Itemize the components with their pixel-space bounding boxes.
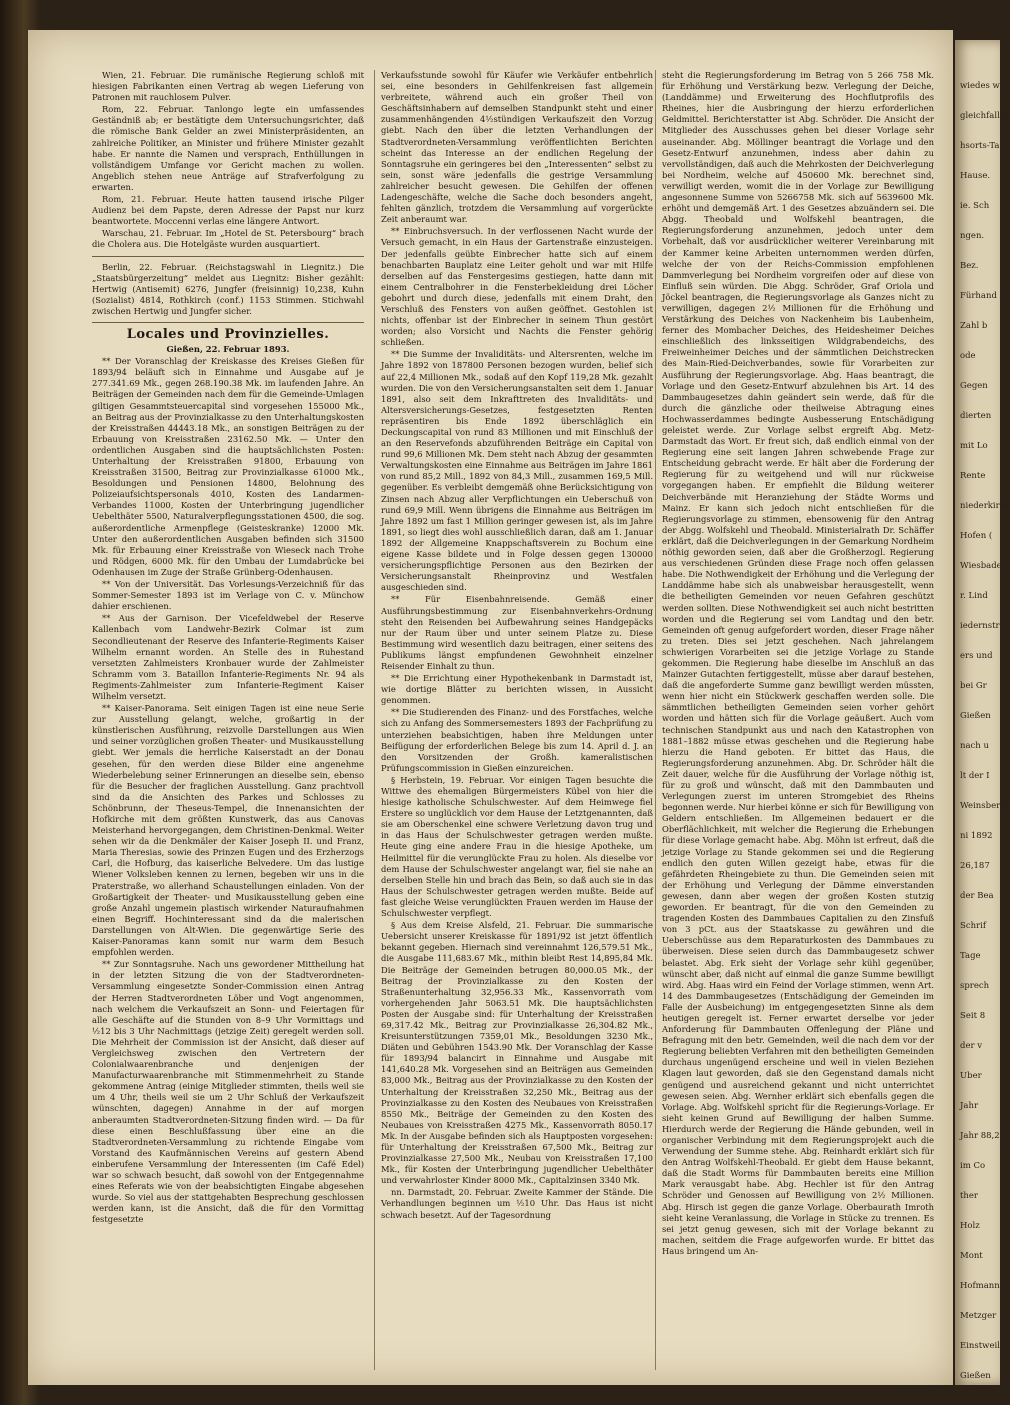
column-1 [92, 70, 364, 1226]
article-herbstein: § Herbstein, 19. Februar. Vor einigen Tagen besuchte die Wittwe des ehemaligen Bürgermeisters Kübel von hier die hiesige katholische Schulschwester. Auf dem Heimwege fiel Erstere so unglücklich vor dem Hause der Letztgenannten, daß sie am Oberschenkel eine schwere Verletzung davon trug und in das Haus der Schulschwester getragen werden mußte. Heute ging eine andere Frau in die hiesige Apotheke, um Heilmittel für die verunglückte Frau zu holen. Als dieselbe vor dem Hause der Schulschwester angelangt war, fiel sie nahe an derselben Stelle hin und brach das Bein, so daß auch sie in das Haus der Schulschwester getragen werden mußte. Beide auf fast gleiche Weise verunglückten Frauen werden im Hause der Schulschwester verpflegt. [381, 774, 653, 919]
adjacent-page-edge [955, 40, 1010, 1385]
divider [92, 256, 364, 257]
article-continuation: Verkaufsstunde sowohl für Käufer wie Verkäufer entbehrlich sei, eine besonders in Gehilfenkreisen fast allgemein verbreitete, während auch ein großer Theil von Geschäftsinhabern auf demselben Standpunkt steht und einer zusammenhängenden 4½stündigen Verkaufszeit den Vorzug giebt. Nach den über die letzten Verhandlungen der Stadtverordneten-Versammlung veröffentlichten Berichten scheint das Interesse an der endlichen Regelung der Sonntagsruhe ein geringeres bei den „Interessenten“ selbst zu sein, sonst wäre jedenfalls die gestrige Versammlung zahlreicher besucht gewesen. Die Gehilfen der offenen Ladengeschäfte, welche die Sache doch besonders angeht, fehlten gänzlich, trotzdem die Versammlung auf vorgerückte Zeit anberaumt war. [381, 70, 653, 225]
adjacent-page-fragment: Holz [960, 1221, 980, 1231]
article-landtag-continuation: steht die Regierungsforderung im Betrag von 5 266 758 Mk. für Erhöhung und Verstärkung bezw. Verlegung der Deiche, (Landdämme) und Erweiterung des Hochflutprofils des Rheines, hier die Ausbringung der hierzu erforderlichen Geldmittel. Berichterstatter ist Abg. Schröder. Die Ansicht der Mitglieder des Ausschusses gehen bei dieser Vorlage sehr auseinander. Abg. Möllinger beantragt die Vorlage und den Gesetz-Entwurf anzunehmen, indess aber dahin zu vervollständigen, daß auch die Mehrkosten der Deichverlegung bei Nordheim, welche auf 450600 Mk. berechnet sind, verwilligt werden, womit die in der Vorlage zur Bewilligung angesonnene Summe von 5266758 Mk. sich auf 5639600 Mk. erhöht und demgemäß Art. 1 des Gesetzes abzuändern sei. Die Abgg. Theobald und Wolfskehl beantragen, die Regierungsforderung anzunehmen, jedoch unter dem Vorbehalt, daß vor ausdrücklicher weiterer Vereinbarung mit der Kammer keine Arbeiten unternommen werden dürfen, welche der von der Reichs-Commission empfohlenen Dammverlegung bei Nordheim vorgreifen oder auf diese von Einfluß sein würden. Die Abgg. Schröder, Graf Oriola und Jöckel beantragen, die Regierungsvorlage als Ganzes nicht zu verwilligen, dagegen 2½ Millionen für die Erhöhung und Verstärkung des Deiches von Nackenheim bis Laubenheim, ferner des Mombacher Deiches, des Heidesheimer Deiches einschließlich des linksseitigen Wildgrabendeichs, des Freiweinheimer Deiches und der sämmtlichen Deichstrecken des Main-Ried-Deichverbandes, sowie für Vorarbeiten zur Ausführung der Regierungsvorlage. Abg. Haas beantragt, die Vorlage und den Gesetz-Entwurf abzulehnen bis Art. 14 des Dammbaugesetzes dahin geändert sein werde, daß für die durch die gänzliche oder theilweise Abtragung eines Hochwasserdammes bedingte Ausbesserung Entschädigung geleistet werde. Zur Vorlage selbst ergreift Abg. Metz-Darmstadt das Wort. Er freut sich, daß endlich einmal von der Regierung eine seit langen Jahren schwebende Frage zur Entscheidung gebracht werde. Er hält aber die Forderung der Regierung für zu weitgehend und will nur rückweise vorgegangen haben. Er empfiehlt die Bildung weiterer Deichverbände mit Heranziehung der Städte Worms und Mainz. Er kann sich jedoch nicht entschließen für die Regierungsvorlage zu stimmen, ebensowenig für den Antrag der Abgg. Wolfskehl und Theobald. Ministerialrath Dr. Schäffer erklärt, daß die Deichverlegungen in der Gemarkung Nordheim nöthig geworden seien, daß aber die Großherzogl. Regierung aus verschiedenen Gründen diese Frage noch offen gelassen habe. Die Nothwendigkeit der Erhöhung und die Verlegung der Landdämme habe sich als unabweisbar herausgestellt, wenn die betheiligten Gemeinden vor neuen Gefahren geschützt werden sollten. Diese Nothwendigkeit sei auch nicht bestritten worden und die Regierung sei vom Landtag und den betr. Gemeinden oft genug aufgefordert worden, dieser Frage näher zu treten. Dies sei jetzt geschehen. Nach jahrelangem schwierigen Vorarbeiten sei die jetzige Vorlage zu Stande gekommen. Die Regierung habe dieselbe im Anschluß an das Mainzer Gutachten fertiggestellt, müsse aber darauf bestehen, daß die angeforderte Summe ganz bewilligt werden müssten, wenn hier nicht ein Stückwerk geschaffen werden solle. Die sämmtlichen betheiligten Gemeinden seien vorher gehört worden und hätten sich für die Vorlage geäußert. Auch vom technischen Standpunkt aus und nach den Katastrophen von 1881–1882 müsse etwas geschehen und die Regierung habe hierzu die Hand geboten. Er bittet das Haus, die Regierungsforderung anzunehmen. Abg. Dr. Schröder hält die Zeit dauer, welche für die Ausführung der Vorlage nöthig ist, für zu groß und wünscht, daß mit den Dammbauten und Verlegungen zuerst im unteren Stromgebiet des Rheins begonnen werde. Nur hierbei könne er sich für Bewilligung von Geldern entschließen. Im Allgemeinen bedauert er die Oberflächlichkeit, mit welcher die Regierung die Erhebungen für diese Vorlage gemacht habe. Abg. Möhn ist erfreut, daß die jetzige Vorlage zu Stande gekommen sei und die Regierung endlich den guten Willen gezeigt habe, etwas für die gefährdeten Rheingebiete zu thun. Die Gemeinden seien mit der Erhöhung und Verlegung der Dämme einverstanden gewesen, dann aber wegen der großen Kosten stutzig geworden. Er beantragt, für die von den Gemeinden zu tragenden Kosten des Dammbaues Capitalien zu den Zinsfuß von 3 pCt. aus der Staatskasse zu gewähren und die Ueberschüsse aus dem Reparaturkosten des Dammbaues zu überweisen. Diese seien durch das Dammbaugesetz schwer belastet. Abg. Erk sieht der Vorlage sehr kühl gegenüber, wünscht aber, daß nicht auf einmal die ganze Summe bewilligt wird. Abg. Haas wird ein Feind der Vorlage stimmen, wenn Art. 14 des Dammbaugesetzes (Entschädigung der Gemeinden im Falle der Ausbeichung) im entgegengesetzten Sinne als dem heutigen geregelt ist. Ferner erwartet derselbe vor jeder Anforderung für Dammbauten Offenlegung der Pläne und Befragung mit den betr. Gemeinden, weil die nach dem vor der Regierung beliebten Verfahren mit den betheiligten Gemeinden durchaus ungenügend erscheine und weil in vielen Beziehen Klagen laut geworden, daß sie den Gegenstand damals nicht genügend und ausreichend gekannt und nicht unterrichtet gewesen seien. Abg. Wernher erklärt sich ebenfalls gegen die Vorlage. Abg. Wolfskehl spricht für die Regierungs-Vorlage. Er sieht keinen Grund auf Bewilligung der halben Summe. Hierdurch werde der Regierung die Hände gebunden, weil in organischer Verbindung mit dem Regierungsprojekt auch die Verwendung der Summe stehe. Abg. Reinhardt erklärt sich für den Antrag Wolfskehl-Theobald. Er giebt dem Hause bekannt, daß die Stadt Worms für Dammbauten bereits eine Million Mark verausgabt habe. Abg. Hechler ist für den Antrag Schröder und Genossen auf Bewilligung von 2½ Millionen. Abg. Hirsch ist gegen die ganze Vorlage. Oberbaurath Imroth sieht keine Veranlassung, die Vorlage in Stücke zu trennen. Es sei jetzt genug gewesen, sich mit der Vorlage bekannt zu machen, seitdem die Frage aufgeworfen wurde. Er bittet das Haus bringend um An- [662, 70, 934, 1256]
adjacent-page-fragment: niederkirch [960, 501, 1010, 511]
column-3 [662, 70, 934, 1258]
section-heading: Locales und Provinzielles. [126, 326, 330, 342]
adjacent-page-fragment: Jahr 88,2 [960, 1131, 1000, 1141]
column-2 [381, 70, 653, 1222]
adjacent-page-fragment: Gießen [960, 1371, 991, 1381]
adjacent-page-fragment: sprech [960, 981, 990, 991]
adjacent-page-fragment: der Bea [960, 891, 994, 901]
adjacent-page-fragment: ers und [960, 651, 993, 661]
article-rom-2: Rom, 21. Februar. Heute hatten tausend irische Pilger Audienz bei dem Papste, deren Adresse der Papst nur kurz beantwortete. Moccenni verlas eine längere Antwort. [92, 194, 364, 227]
article-garnison: ** Aus der Garnison. Der Vicefeldwebel der Reserve Kallenbach vom Landwehr-Bezirk Colmar ist zum Secondlieutenant der Reserve des Infanterie-Regiments Kaiser Wilhelm ernannt worden. An Stelle des in Ruhestand versetzten Zahlmeisters Kronbauer wurde der Zahlmeister Schramm vom 3. Bataillon Infanterie-Regiments Nr. 94 als Regiments-Zahlmeister zum Infanterie-Regiment Kaiser Wilhelm versetzt. [92, 613, 364, 701]
adjacent-page-fragment: wiedes w [960, 81, 1000, 91]
column-separator [655, 70, 656, 1370]
article-hypothekenbank: ** Die Errichtung einer Hypothekenbank in Darmstadt ist, wie dortige Blätter zu berichten wissen, in Aussicht genommen. [381, 673, 653, 706]
article-universitaet: ** Von der Universität. Das Vorlesungs-Verzeichniß für das Sommer-Semester 1893 ist im Verlage von C. v. Münchow dahier erschienen. [92, 579, 364, 612]
adjacent-page-fragment: Hofen ( [960, 531, 993, 541]
dateline: Gießen, 22. Februar 1893. [166, 344, 290, 355]
column-separator [374, 70, 375, 1370]
article-darmstadt: nn. Darmstadt, 20. Februar. Zweite Kammer der Stände. Die Verhandlungen beginnen um ½10 Uhr. Das Haus ist nicht schwach besetzt. Auf der Tagesordnung [381, 1187, 653, 1220]
article-sonntagsruhe: ** Zur Sonntagsruhe. Nach uns gewordener Mittheilung hat in der letzten Sitzung die von der Stadtverordneten-Versammlung eingesetzte Sonder-Commission einen Antrag der Herren Stadtverordneten Löber und Vogt angenommen, nach welchem die Verkaufszeit an Sonn- und Feiertagen für alle Geschäfte auf die Stunden von 8–9 Uhr Vormittags und ½12 bis 3 Uhr Nachmittags (jetzige Zeit) geregelt werden soll. Die Mehrheit der Commission ist der Ansicht, daß dieser auf Vergleichsweg zwischen den Vertretern der Colonialwaarenbranche und denjenigen der Manufacturwaarenbranche mit Stimmenmehrheit zu Stande gekommene Antrag (einige Mitglieder stimmten, theils weil sie um 4 Uhr, theils weil sie um 2 Uhr Schluß der Verkaufszeit wünschten, dagegen) Annahme in der auf morgen anberaumten Stadtverordneten-Sitzung finden wird. — Da für diese einen Beschlußfassung über eine an die Stadtverordneten-Versammlung zu richtende Eingabe vom Vorstand des Kaufmännischen Vereins auf gestern Abend einberufene Versammlung der Interessenten (im Café Edel) war so schwach besucht, daß sowohl von der Entgegennahme eines Referats wie von der beabsichtigten Eingabe abgesehen wurde. So viel aus der stattgehabten Besprechung geschlossen werden kann, ist die Ansicht, daß die für den Vormittag festgesetzte [92, 959, 364, 1225]
article-warschau: Warschau, 21. Februar. Im „Hotel de St. Petersbourg“ brach die Cholera aus. Die Hotelgäste wurden ausquartiert. [92, 228, 364, 250]
adjacent-page-fragment: Metzger [960, 1311, 997, 1321]
adjacent-page-fragment: Mont [960, 1251, 983, 1261]
adjacent-page-fragment: Schrif [960, 921, 986, 931]
adjacent-page-fragment: Fürhand [960, 291, 997, 301]
adjacent-page-fragment: Weinsberg [960, 801, 1006, 811]
adjacent-page-fragment: lt der I [960, 771, 990, 781]
adjacent-page-fragment: r. Lind [960, 591, 988, 601]
article-berlin: Berlin, 22. Februar. (Reichstagswahl in Liegnitz.) Die „Staatsbürgerzeitung“ meldet aus Liegnitz: Bisher gezählt: Hertwig (Antisemit) 6276, Jungfer (freisinnig) 10,238, Kuhn (Sozialist) 4814, Rothkirch (conf.) 1153 Stimmen. Stichwahl zwischen Hertwig und Jungfer sicher. [92, 261, 364, 316]
article-invaliditaet: ** Die Summe der Invaliditäts- und Altersrenten, welche im Jahre 1892 von 187800 Personen bezogen wurden, belief sich auf 22,4 Millionen Mk., sodaß auf den Kopf 119,28 Mk. gezahlt wurden. Die von den Versicherungsanstalten seit dem 1. Januar 1891, also seit dem Inkrafttreten des Invaliditäts- und Altersversicherungs-Gesetzes, festgesetzten Renten repräsentiren bis Ende 1892 überschläglich ein Deckungscapital von rund 83 Millionen und mit Einschluß der an den Reservefonds abzuführenden Beiträge ein Capital von rund 99,6 Millionen Mk. Dem steht nach Abzug der gesammten Verwaltungskosten eine Einnahme aus Beiträgen im Jahre 1861 von rund 85,2 Mill., 1892 von 84,3 Mill., zusammen 169,5 Mill. gegenüber. Es verbleibt demgemäß ohne Berücksichtigung von Zinsen nach Abzug aller Verpflichtungen ein Ueberschuß von rund 69,9 Mill. Wenn übrigens die Einnahme aus Beiträgen im Jahre 1892 um fast 1 Million geringer gewesen ist, als im Jahre 1891, so liegt dies wohl ausschließlich daran, daß am 1. Januar 1892 der Allgemeine Knappschaftsverein zu Bochum eine eigene Kasse bildete und in Folge dessen gegen 130000 versicherungspflichtige Personen aus den Bezirken der Versicherungsanstalt Rheinprovinz und Westfalen ausgeschieden sind. [381, 349, 653, 593]
adjacent-page-fragment: dierten [960, 411, 992, 421]
adjacent-page-fragment: Tage [960, 951, 981, 961]
adjacent-page-fragment: Wiesbade [960, 561, 1002, 571]
adjacent-page-fragment: Rente [960, 471, 986, 481]
article-voranschlag: ** Der Voranschlag der Kreiskasse des Kreises Gießen für 1893/94 beläuft sich in Einnahme und Ausgabe auf je 277.341.69 Mk., gegen 268.190.38 Mk. im laufenden Jahre. An Beiträgen der Gemeinden nach dem für die Gemeinde-Umlagen giltigen Gesammtsteuercapital sind vorgesehen 155000 Mk., an Beitrag aus der Provinzialkasse zu den Unterhaltungskosten der Kreisstraßen 44443.18 Mk., an sonstigen Beiträgen zu der Erbauung von Kreisstraßen 23162.50 Mk. — Unter den ordentlichen Ausgaben sind die hauptsächlichsten Posten: Unterhaltung der Kreisstraßen 91800, Erbauung von Kreisstraßen 31500, Beitrag zur Provinzialkasse 61000 Mk., Besoldungen und Pensionen 14800, Belohnung des Polizeiaufsichtspersonals 4010, Kosten des Landarmen-Verbandes 11000, Kosten der Unterbringung jugendlicher Uebelthäter 5500, Naturalverpflegungsstationen 4500, die sog. außerordentliche Armenpflege (Geisteskranke) 12000 Mk. Unter den außerordentlichen Ausgaben befinden sich 31500 Mk. für Erbauung einer Kreisstraße von Wieseck nach Trohe und Rödgen, 6000 Mk. für den Umbau der Lumdabrücke bei Odenhausen im Zuge der Straße Grünberg-Odenhausen. [92, 356, 364, 577]
adjacent-page-fragment: im Co [960, 1161, 986, 1171]
adjacent-page-fragment: ode [960, 351, 976, 361]
article-einbruch: ** Einbruchsversuch. In der verflossenen Nacht wurde der Versuch gemacht, in ein Haus der Gartenstraße einzusteigen. Der jedenfalls geübte Einbrecher hatte sich auf einem benachbarten Bauplatz eine Leiter geholt und war mit Hilfe derselben auf das Fenstergesims gestiegen, hatte dann mit einem Centralbohrer in die Fensterbekleidung drei Löcher gebohrt und durch diese, jedenfalls mit einem Draht, den Verschluß des Fensters von außen geöffnet. Gestohlen ist nichts, offenbar ist der Einbrecher in seinem Thun gestört worden; also Vorsicht und Nachts die Fenster gehörig schließen. [381, 226, 653, 348]
adjacent-page-fragment: gleichfalls [960, 111, 1005, 121]
adjacent-page-fragment: Seit 8 [960, 1011, 986, 1021]
adjacent-page-fragment: Jahr [960, 1101, 979, 1111]
adjacent-page-fragment: iedernstr [960, 621, 1000, 631]
adjacent-page-fragment: ther [960, 1191, 978, 1201]
adjacent-page-fragment: ngen. [960, 231, 985, 241]
adjacent-page-fragment: der v [960, 1041, 983, 1051]
adjacent-page-fragment: 26,187 [960, 861, 990, 871]
adjacent-page-fragment: Gießen [960, 711, 991, 721]
adjacent-page-fragment: Gegen [960, 381, 988, 391]
adjacent-page-fragment: Uber [960, 1071, 982, 1081]
adjacent-page-fragment: Zahl b [960, 321, 988, 331]
article-studierende: ** Die Studierenden des Finanz- und des Forstfaches, welche sich zu Anfang des Sommersemesters 1893 der Fachprüfung zu unterziehen beabsichtigen, haben ihre Meldungen unter Beifügung der erforderlichen Belege bis zum 14. April d. J. an den Vorsitzenden der Großh. kameralistischen Prüfungscommission in Gießen einzureichen. [381, 707, 653, 773]
article-eisenbahn: ** Für Eisenbahnreisende. Gemäß einer Ausführungsbestimmung zur Eisenbahnverkehrs-Ordnung steht den Reisenden bei Aufbewahrung seines Handgepäcks nur der Raum über und unter seinem Platze zu. Diese Bestimmung wird wesentlich dazu beitragen, einer seitens des Publikums längst empfundenen Gewohnheit einzelner Reisender Einhalt zu thun. [381, 594, 653, 671]
article-kaiser-panorama: ** Kaiser-Panorama. Seit einigen Tagen ist eine neue Serie zur Ausstellung gelangt, welche, großartig in der künstlerischen Ausführung, reizvolle Darstellungen aus Wien und seiner vorzüglichen großen Theater- und Musikausstellung giebt. Wer jemals die herrliche Kaiserstadt an der Donau gesehen, für den werden diese Bilder eine angenehme Wiederbelebung seiner Erinnerungen an dieselbe sein, ebenso für die Besucher der fraglichen Ausstellung. Ganz prachtvoll sind da die Ansichten des Parkes und Schlosses zu Schönbrunn, der Theseus-Tempel, die Innenansichten der Hofkirche mit dem größten Kunstwerk, das aus Canovas Meisterhand hervorgegangen, dem Christinen-Denkmal. Weiter sehen wir da die Denkmäler der Kaiser Joseph II. und Franz, Maria Theresias, sowie des Prinzen Eugen und des Erzherzogs Carl, die Hofburg, das kaiserliche Belvedere. Um das lustige Wiener Volksleben kennen zu lernen, begeben wir uns in die Praterstraße, wo allerhand Schaustellungen einladen. Von der Großartigkeit der Theater- und Musikausstellung geben eine große Anzahl ungemein plastisch wirkender Naturaufnahmen einen Begriff. Hochinteressant sind da die malerischen Darstellungen von Alt-Wien. Die gegenwärtige Serie des Kaiser-Panoramas kann somit nur warm dem Besuch empfohlen werden. [92, 703, 364, 958]
adjacent-page-fragment: Einstweil [960, 1341, 1000, 1351]
adjacent-page-fragment: Hofmann [960, 1281, 1000, 1291]
adjacent-page-fragment: ni 1892 [960, 831, 993, 841]
article-alsfeld: § Aus dem Kreise Alsfeld, 21. Februar. Die summarische Uebersicht unserer Kreiskasse für 1891/92 ist jetzt öffentlich bekannt gegeben. Hiernach sind vereinnahmt 126,579.51 Mk., die Ausgabe 111,683.67 Mk., mithin bleibt Rest 14,895,84 Mk. Die Beiträge der Gemeinden betrugen 80,000.05 Mk., der Beitrag der Provinzialkasse zu den Kosten der Straßenunterhaltung 32,956.33 Mk., Kassenvorrath vom vorhergehenden Jahr 5063.51 Mk. Die hauptsächlichsten Posten der Ausgabe sind: für Unterhaltung der Kreisstraßen 69,317.42 Mk., Beitrag zur Provinzialkasse 26,304.82 Mk., Kreisunterstützungen 7359,01 Mk., Besoldungen 3230 Mk., Diäten und Gebühren 1543.90 Mk. Der Voranschlag der Kasse für 1893/94 balancirt in Einnahme und Ausgabe mit 141,640.28 Mk. Vorgesehen sind an Beiträgen aus Gemeinden 83,000 Mk., Beitrag aus der Provinzialkasse zu den Kosten der Unterhaltung der Kreisstraßen 32,250 Mk., Beitrag aus der Provinzialkasse zu den Kosten des Neubaues von Kreisstraßen 8550 Mk., Beiträge der Gemeinden zu den Kosten des Neubaues von Kreisstraßen 4275 Mk., Kassenvorrath 8050.17 Mk. In der Ausgabe befinden sich als Hauptposten vorgesehen: für Unterhaltung der Kreisstraßen 67,500 Mk., Beitrag zur Provinzialkasse 27,500 Mk., Neubau von Kreisstraßen 17,100 Mk., für Kosten der Unterbringung jugendlicher Uebelthäter und verwahrloster Kinder 8000 Mk., Capitalzinsen 3340 Mk. [381, 920, 653, 1186]
adjacent-page-fragment: Hause. [960, 171, 991, 181]
article-rom-1: Rom, 22. Februar. Tanlongo legte ein umfassendes Geständniß ab; er bestätigte dem Untersuchungsrichter, daß die römische Bank Gelder an zwei Ministerpräsidenten, an zahlreiche Politiker, an Minister und frühere Minister gezahlt habe. Er nannte die Namen und versprach, Enthüllungen in vollständigem Umfange vor Gericht machen zu wollen. Angeblich stehen neue Anträge auf Strafverfolgung zu erwarten. [92, 104, 364, 192]
divider [92, 322, 364, 323]
adjacent-page-fragment: ie. Sch [960, 201, 990, 211]
adjacent-page-fragment: Bez. [960, 261, 979, 271]
adjacent-page-fragment: mit Lo [960, 441, 988, 451]
adjacent-page-fragment: hsorts-Ta [960, 141, 1000, 151]
article-wien: Wien, 21. Februar. Die rumänische Regierung schloß mit hiesigen Fabrikanten einen Vertrag ab wegen Lieferung von Patronen mit rauchlosem Pulver. [92, 70, 364, 103]
adjacent-page-fragment: bei Gr [960, 681, 987, 691]
adjacent-page-fragment: nach u [960, 741, 989, 751]
